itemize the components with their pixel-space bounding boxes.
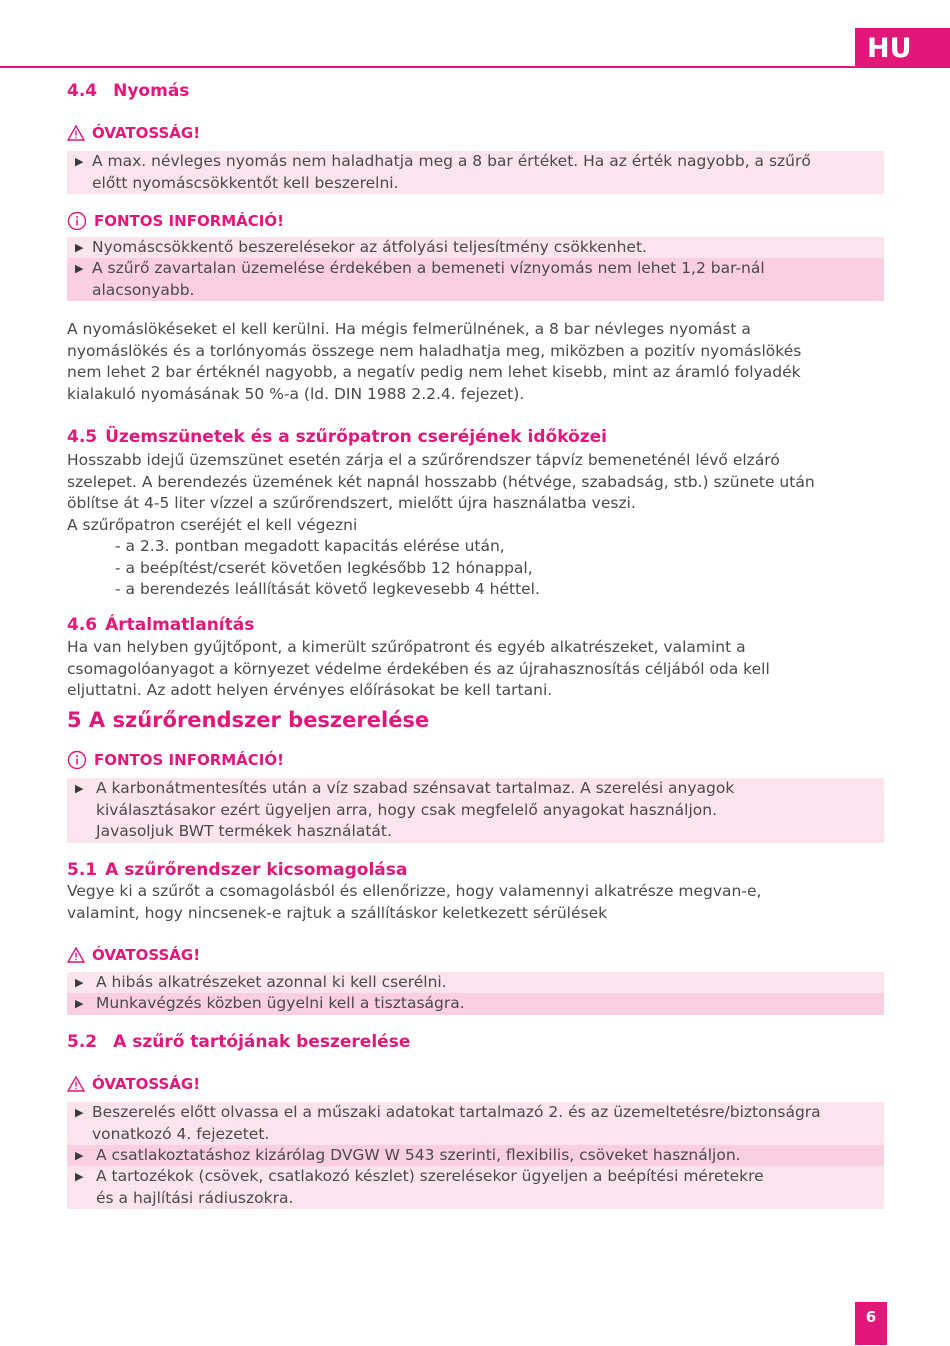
- info-box: [67, 778, 884, 843]
- caution-notice: [67, 946, 200, 964]
- triangle-bullet-icon: ▶: [75, 976, 84, 989]
- heading-5-2: [67, 1032, 410, 1052]
- triangle-bullet-icon: ▶: [75, 262, 84, 275]
- caution-box: [67, 1166, 884, 1209]
- caution-box: [67, 972, 884, 994]
- heading-5-1: [67, 860, 407, 880]
- page-number: 6: [855, 1302, 887, 1345]
- heading-title: A szűrőrendszer kicsomagolása: [105, 860, 408, 880]
- heading-title: Nyomás: [113, 81, 190, 101]
- heading-number: 5.2: [67, 1032, 98, 1052]
- paragraph: Ha van helyben gyűjtőpont, a kimerült szűrőpatront és egyéb alkatrészeket, valamint a csomagolóanyagot a környezet védelme érdekében és az újrahasznosítás céljából oda kell eljuttatni. Az adott helyen érvényes előírásokat be kell tartani.: [67, 638, 770, 699]
- triangle-bullet-icon: ▶: [75, 782, 84, 795]
- heading-4-5: [67, 427, 607, 447]
- caution-notice: [67, 124, 200, 142]
- caution-notice: [67, 1075, 200, 1093]
- caution-box: [67, 993, 884, 1015]
- warning-triangle-icon: [67, 1076, 85, 1092]
- heading-number: 5.1: [67, 860, 98, 880]
- list-item: ▶ A tartozékok (csövek, csatlakozó készlet) szerelésekor ügyeljen a beépítési méretekre és a hajlítási rádiuszokra.: [75, 1166, 874, 1209]
- list-item: ▶ A szűrő zavartalan üzemelése érdekében a bemeneti víznyomás nem lehet 1,2 bar-nál alacsonyabb.: [75, 258, 874, 301]
- info-circle-icon: [67, 211, 87, 231]
- caution-label: ÓVATOSSÁG!: [92, 124, 201, 142]
- triangle-bullet-icon: ▶: [75, 155, 84, 168]
- caution-box: [67, 151, 884, 194]
- triangle-bullet-icon: ▶: [75, 1149, 84, 1162]
- heading-number: 4.4: [67, 81, 98, 101]
- list-item: ▶ A csatlakoztatáshoz kizárólag DVGW W 543 szerinti, flexibilis, csöveket használjon.: [75, 1145, 874, 1167]
- warning-triangle-icon: [67, 947, 85, 963]
- list-item: ▶ Munkavégzés közben ügyelni kell a tisztaságra.: [75, 993, 874, 1015]
- heading-number: 4.5: [67, 427, 98, 447]
- caution-box: [67, 1145, 884, 1167]
- language-badge: HU: [855, 28, 950, 68]
- triangle-bullet-icon: ▶: [75, 997, 84, 1010]
- heading-title: A szűrő tartójának beszerelése: [113, 1032, 411, 1052]
- list-item: - a berendezés leállítását követő legkevesebb 4 héttel.: [115, 580, 540, 598]
- list-item: - a 2.3. pontban megadott kapacitás elérése után,: [115, 537, 505, 555]
- heading-5: 5 A szűrőrendszer beszerelése: [67, 708, 430, 732]
- triangle-bullet-icon: ▶: [75, 1170, 84, 1183]
- info-notice: [67, 750, 284, 770]
- info-label: FONTOS INFORMÁCIÓ!: [94, 751, 284, 769]
- list-item: - a beépítést/cserét követően legkésőbb 12 hónappal,: [115, 558, 533, 577]
- paragraph: Hosszabb idejű üzemszünet esetén zárja el a szűrőrendszer tápvíz bemeneténél lévő elzáró szelepet. A berendezés üzemének két napnál hosszabb (hétvége, szabadság, stb.) szünete után öblítse át 4-5 liter vízzel a szűrőrendszert, mielőtt újra használatba veszi. A szűrőpatron cseréjét el kell végezni - a 2.3. pontban megadott kapacitás elérése után, - a beépítést/cserét követően legkésőbb 12 hónappal, - a berendezés leállítását követő legkevesebb 4 héttel.: [67, 450, 887, 601]
- heading-number: 4.6: [67, 615, 98, 635]
- caution-box: [67, 1102, 884, 1145]
- heading-title: Üzemszünetek és a szűrőpatron cseréjének időközei: [105, 427, 607, 447]
- info-box: [67, 258, 884, 301]
- heading-4-4: [67, 81, 189, 101]
- info-box: [67, 237, 884, 259]
- info-circle-icon: [67, 750, 87, 770]
- caution-label: ÓVATOSSÁG!: [92, 1075, 201, 1093]
- paragraph: A nyomáslökéseket el kell kerülni. Ha mégis felmerülnének, a 8 bar névleges nyomást a nyomáslökés és a torlónyomás összege nem haladhatja meg, miközben a pozitív nyomáslökés nem lehet 2 bar értéknél nagyobb, a negatív pedig nem lehet kisebb, mint az áramló folyadék kialakuló nyomásának 50 %-a (ld. DIN 1988 2.2.4. fejezet).: [67, 320, 802, 403]
- list-item: ▶ A hibás alkatrészeket azonnal ki kell cserélni.: [75, 972, 874, 994]
- list-item: ▶ Nyomáscsökkentő beszerelésekor az átfolyási teljesítmény csökkenhet.: [75, 237, 874, 259]
- triangle-bullet-icon: ▶: [75, 1106, 84, 1119]
- heading-4-6: [67, 615, 254, 635]
- paragraph: Vegye ki a szűrőt a csomagolásból és ellenőrizze, hogy valamennyi alkatrésze megvan-e, valamint, hogy nincsenek-e rajtuk a szállításkor keletkezett sérülések: [67, 882, 762, 922]
- triangle-bullet-icon: ▶: [75, 241, 84, 254]
- list-item: ▶ Beszerelés előtt olvassa el a műszaki adatokat tartalmazó 2. és az üzemeltetésre/biztonságra vonatkozó 4. fejezetet.: [75, 1102, 874, 1145]
- list-item: ▶ A karbonátmentesítés után a víz szabad szénsavat tartalmaz. A szerelési anyagok kiválasztásakor ezért ügyeljen arra, hogy csak megfelelő anyagokat használjon. Javasoljuk BWT termékek használatát.: [75, 778, 874, 843]
- warning-triangle-icon: [67, 125, 85, 141]
- list-item: ▶ A max. névleges nyomás nem haladhatja meg a 8 bar értéket. Ha az érték nagyobb, a szűrő előtt nyomáscsökkentőt kell beszerelni.: [75, 151, 874, 194]
- header-rule: [0, 66, 950, 68]
- caution-label: ÓVATOSSÁG!: [92, 946, 201, 964]
- info-label: FONTOS INFORMÁCIÓ!: [94, 212, 284, 230]
- info-notice: [67, 211, 284, 231]
- heading-title: Ártalmatlanítás: [105, 615, 255, 635]
